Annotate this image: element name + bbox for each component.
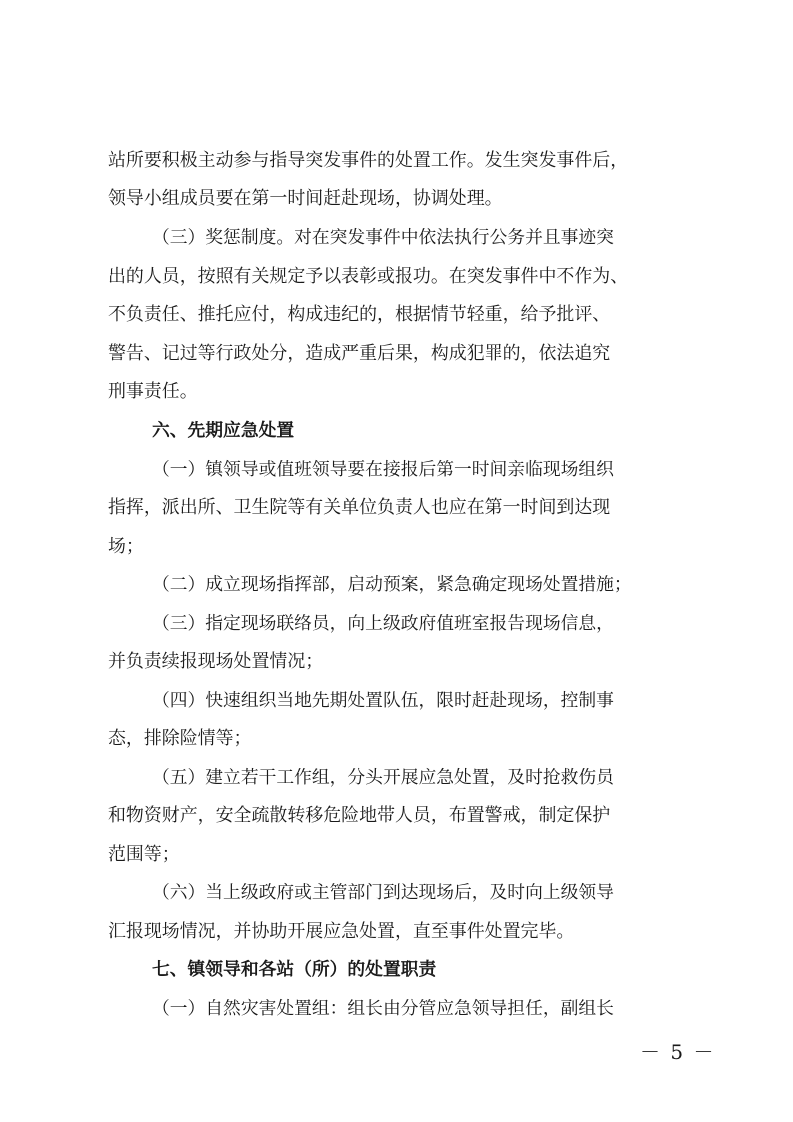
paragraph-line: （二）成立现场指挥部，启动预案，紧急确定现场处置措施； [152, 574, 632, 595]
paragraph-line: 不负责任、推托应付，构成违纪的，根据情节轻重，给予批评、 [108, 304, 611, 325]
paragraph-line: 指挥，派出所、卫生院等有关单位负责人也应在第一时间到达现 [108, 497, 611, 518]
paragraph-line: 范围等； [108, 844, 180, 865]
paragraph-line: （五）建立若干工作组，分头开展应急处置，及时抢救伤员 [152, 767, 614, 788]
section-heading: 七、镇领导和各站（所）的处置职责 [152, 959, 437, 980]
paragraph-line: 警告、记过等行政处分，造成严重后果，构成犯罪的，依法追究 [108, 343, 611, 364]
paragraph-line: （六）当上级政府或主管部门到达现场后，及时向上级领导 [152, 882, 614, 903]
paragraph-line: （一）自然灾害处置组：组长由分管应急领导担任，副组长 [152, 998, 614, 1019]
paragraph-line: 刑事责任。 [108, 381, 198, 402]
paragraph-line: 态，排除险情等； [108, 728, 252, 749]
page-number: － 5 － [640, 1040, 716, 1064]
paragraph-line: （三）指定现场联络员，向上级政府值班室报告现场信息， [152, 613, 614, 634]
section-heading: 六、先期应急处置 [152, 420, 295, 441]
paragraph-line: （四）快速组织当地先期处置队伍，限时赶赴现场，控制事 [152, 690, 614, 711]
paragraph-line: 站所要积极主动参与指导突发事件的处置工作。发生突发事件后， [108, 150, 629, 171]
paragraph-line: （一）镇领导或值班领导要在接报后第一时间亲临现场组织 [152, 459, 614, 480]
paragraph-line: 并负责续报现场处置情况； [108, 651, 324, 672]
paragraph-line: 场； [108, 536, 144, 557]
paragraph-line: 汇报现场情况，并协助开展应急处置，直至事件处置完毕。 [108, 921, 575, 942]
paragraph-line: （三）奖惩制度。对在突发事件中依法执行公务并且事迹突 [152, 227, 614, 248]
paragraph-line: 和物资财产，安全疏散转移危险地带人员，布置警戒，制定保护 [108, 805, 611, 826]
paragraph-line: 出的人员，按照有关规定予以表彰或报功。在突发事件中不作为、 [108, 266, 629, 287]
paragraph-line: 领导小组成员要在第一时间赶赴现场，协调处理。 [108, 188, 503, 209]
